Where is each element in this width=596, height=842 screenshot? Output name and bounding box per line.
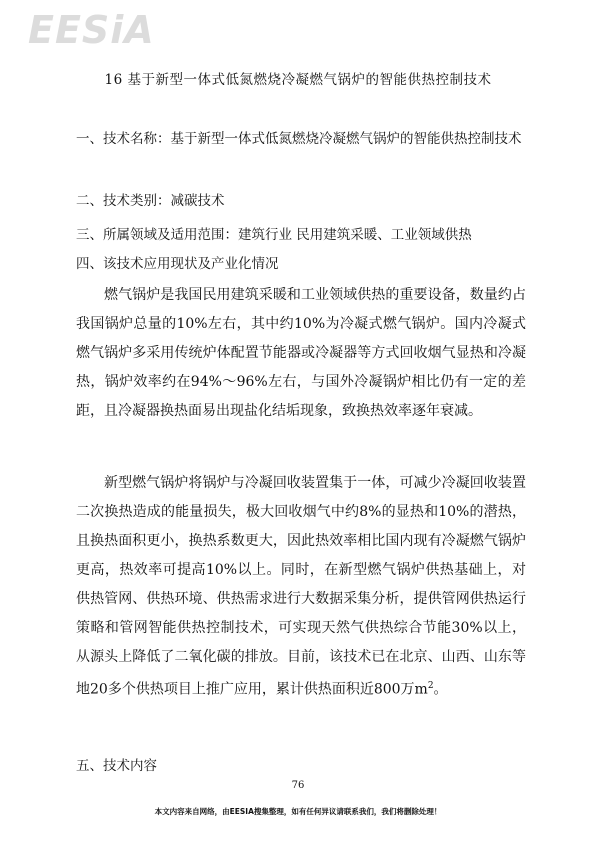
section-technology-category: 二、技术类别：减碳技术 xyxy=(76,193,225,209)
section-application-scope: 三、所属领域及适用范围：建筑行业 民用建筑采暖、工业领域供热 xyxy=(76,227,472,243)
eesia-logo: EESiA xyxy=(28,8,155,52)
section-technology-content: 五、技术内容 xyxy=(76,758,157,774)
footer-disclaimer: 本文内容来自网络，由EESIA搜集整理，如有任何异议请联系我们，我们将删除处理！ xyxy=(154,807,442,816)
page-title: 16 基于新型一体式低氮燃烧冷凝燃气锅炉的智能供热控制技术 xyxy=(104,72,492,88)
paragraph-new-boiler-text: 新型燃气锅炉将锅炉与冷凝回收装置集于一体，可减少冷凝回收装置二次换热造成的能量损失，极大回收烟气中约8%的显热和10%的潜热，且换热面积更小，换热系数更大，因此热效率相比国内现有冷凝燃气锅炉更高，热效率可提高10%以上。同时，在新型燃气锅炉供热基础上，对供热管网、供热环境、供热需求进行大数据采集分析，提供管网供热运行策略和管网智能供热控制技术，可实现天然气供热综合节能30%以上，从源头上降低了二氧化碳的排放。目前，该技术已在北京、山西、山东等地20多个供热项目上推广应用，累计供热面积近800万m xyxy=(76,475,526,698)
paragraph-status: 燃气锅炉是我国民用建筑采暖和工业领域供热的重要设备，数量约占我国锅炉总量的10%左右，其中约10%为冷凝式燃气锅炉。国内冷凝式燃气锅炉多采用传统炉体配置节能器或冷凝器等方式回收烟气显热和冷凝热，锅炉效率约在94%～96%左右，与国外冷凝锅炉相比仍有一定的差距，且冷凝器换热面易出现盐化结垢现象，致换热效率逐年衰减。 xyxy=(76,287,526,419)
superscript-exponent: 2 xyxy=(427,681,434,691)
page-number: 76 xyxy=(291,780,305,791)
paragraph-end-mark: 。 xyxy=(433,681,448,698)
paragraph-new-boiler xyxy=(76,469,526,705)
section-technology-name: 一、技术名称：基于新型一体式低氮燃烧冷凝燃气锅炉的智能供热控制技术 xyxy=(76,131,522,147)
section-application-status: 四、该技术应用现状及产业化情况 xyxy=(76,256,279,272)
